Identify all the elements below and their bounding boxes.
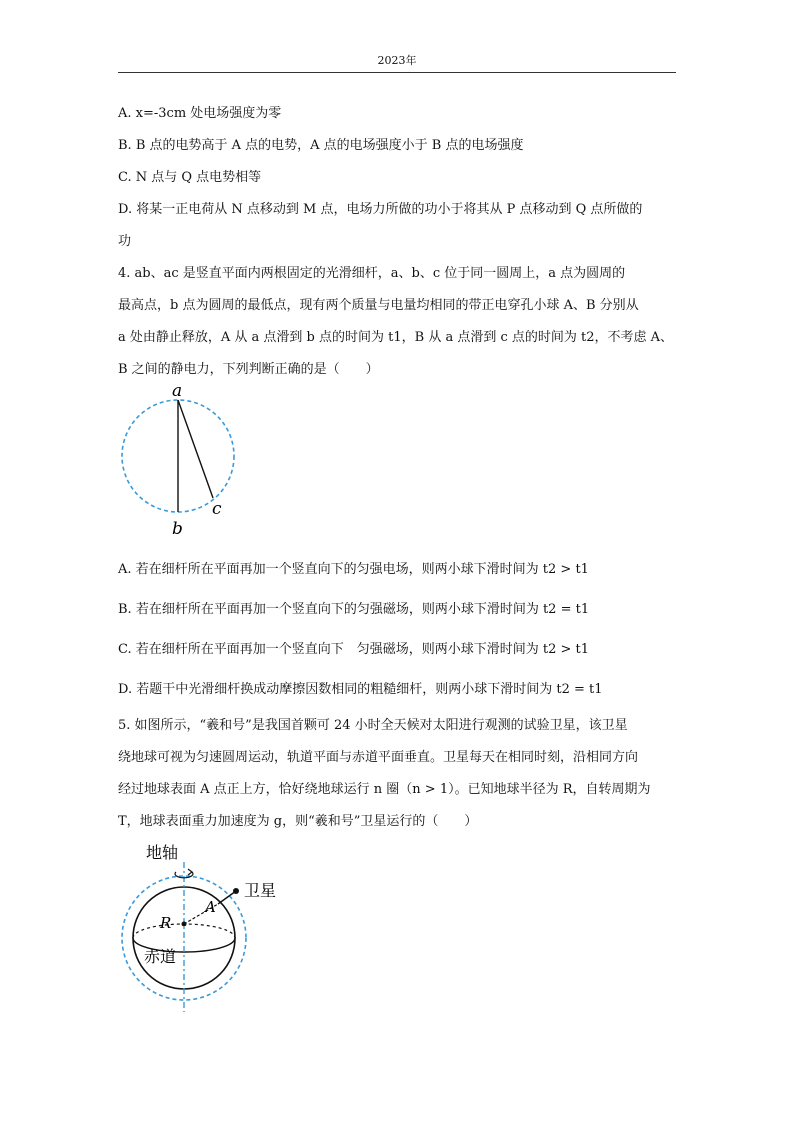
q4-stem-line4: B 之间的静电力，下列判断正确的是（ ） — [118, 362, 379, 377]
q3-option-d-line2: 功 — [118, 234, 132, 249]
q5-label-axis: 地轴 — [146, 843, 179, 862]
q5-stem-line2: 绕地球可视为匀速圆周运动，轨道平面与赤道平面垂直。卫星每天在相同时刻，沿相同方向 — [118, 750, 639, 765]
q3-option-a: A. x=-3cm 处电场强度为零 — [118, 106, 282, 121]
q5-label-point-a: A — [205, 898, 216, 916]
q5-label-satellite: 卫星 — [244, 881, 277, 900]
q4-circle-rods-figure — [118, 386, 248, 544]
q5-stem-line4: T，地球表面重力加速度为 g，则“羲和号”卫星运行的（ ） — [118, 814, 478, 829]
q4-option-a: A. 若在细杆所在平面再加一个竖直向下的匀强电场，则两小球下滑时间为 t2 > t1 — [118, 562, 589, 577]
q4-label-b: b — [172, 519, 183, 539]
q4-rod-ac — [178, 400, 213, 498]
q4-stem-line3: a 处由静止释放，A 从 a 点滑到 b 点的时间为 t1，B 从 a 点滑到 c 点的时间为 t2，不考虑 A、 — [118, 330, 674, 345]
q5-label-radius: R — [160, 914, 172, 932]
header-rule — [118, 72, 676, 73]
q4-option-c: C. 若在细杆所在平面再加一个竖直向下 匀强磁场，则两小球下滑时间为 t2 > t1 — [118, 642, 590, 657]
q4-option-d: D. 若题干中光滑细杆换成动摩擦因数相同的粗糙细杆，则两小球下滑时间为 t2 = t1 — [118, 682, 603, 697]
q5-rotation-arrowhead-icon — [188, 869, 192, 875]
page-content — [118, 98, 678, 1012]
q3-option-b: B. B 点的电势高于 A 点的电势，A 点的电场强度小于 B 点的电场强度 — [118, 138, 524, 153]
q5-earth-orbit-figure — [118, 842, 298, 1012]
q4-option-b: B. 若在细杆所在平面再加一个竖直向下的匀强磁场，则两小球下滑时间为 t2 = t1 — [118, 602, 590, 617]
q3-option-c: C. N 点与 Q 点电势相等 — [118, 170, 262, 185]
q5-satellite-dot — [233, 888, 239, 894]
q4-stem-line1: 4. ab、ac 是竖直平面内两根固定的光滑细杆，a、b、c 位于同一圆周上，a 点为圆周的 — [118, 266, 626, 281]
q5-label-equator: 赤道 — [144, 947, 177, 966]
q5-stem-line3: 经过地球表面 A 点正上方，恰好绕地球运行 n 圈（n > 1）。已知地球半径为 R，自转周期为 — [118, 782, 651, 797]
q3-option-d-line1: D. 将某一正电荷从 N 点移动到 M 点，电场力所做的功小于将其从 P 点移动到 Q 点所做的 — [118, 202, 643, 217]
page-header-year: 2023年 — [377, 54, 417, 67]
q5-earth-center-dot — [182, 922, 187, 927]
q4-label-a: a — [172, 386, 183, 401]
q5-stem-line1: 5. 如图所示，“羲和号”是我国首颗可 24 小时全天候对太阳进行观测的试验卫星，该卫星 — [118, 718, 628, 733]
q4-stem-line2: 最高点，b 点为圆周的最低点，现有两个质量与电量均相同的带正电穿孔小球 A、B 分别从 — [118, 298, 639, 313]
q4-label-c: c — [212, 499, 222, 519]
